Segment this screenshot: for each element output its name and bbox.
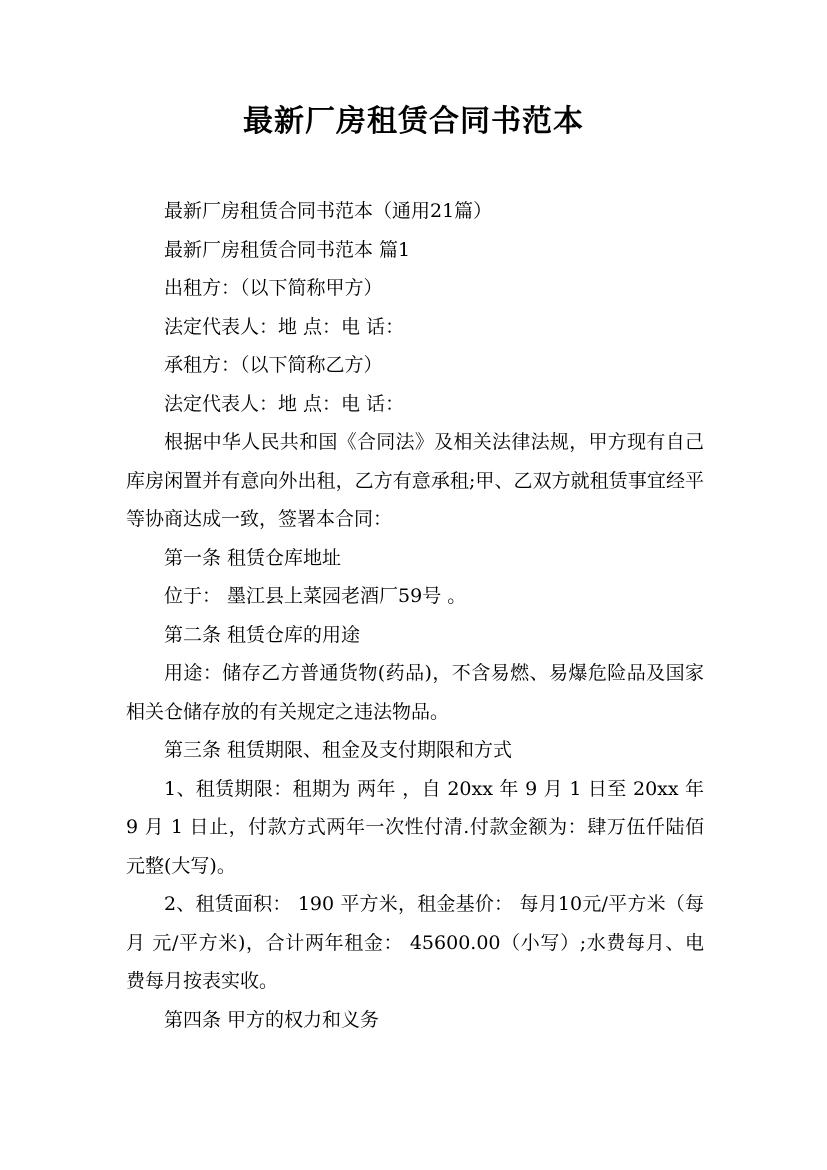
- paragraph-preamble: 根据中华人民共和国《合同法》及相关法律法规，甲方现有自己库房闲置并有意向外出租，乙方有意承租;甲、乙双方就租赁事宜经平等协商达成一致，签署本合同：: [126, 431, 704, 530]
- paragraph-heading-article-1: 最新厂房租赁合同书范本 篇1: [164, 238, 411, 261]
- document-title: 最新厂房租赁合同书范本: [243, 104, 584, 139]
- paragraph-heading-collection: 最新厂房租赁合同书范本（通用21篇）: [164, 200, 493, 222]
- document-body: [126, 192, 704, 1039]
- paragraph-clause-3-area: 2、租赁面积： 190 平方米，租金基价： 每月10元/平方米（每月 元/平方米)，合计两年租金： 45600.00（小写）;水费每月、电费每月按表实收。: [126, 893, 704, 992]
- paragraph-clause-1-heading: 第一条 租赁仓库地址: [164, 546, 342, 569]
- paragraph-clause-2-usage: 用途：储存乙方普通货物(药品)，不含易燃、易爆危险品及国家相关仓储存放的有关规定之违法物品。: [126, 662, 704, 723]
- paragraph-clause-3-term: 1、租赁期限：租期为 两年 ，自 20xx 年 9 月 1 日至 20xx 年 9 月 1 日止，付款方式两年一次性付清.付款金额为：肆万伍仟陆佰元整(大写)。: [126, 777, 704, 877]
- paragraph-lessee: 承租方：（以下简称乙方）: [164, 354, 383, 376]
- paragraph-clause-3-heading: 第三条 租赁期限、租金及支付期限和方式: [164, 739, 513, 761]
- paragraph-clause-4-heading: 第四条 甲方的权力和义务: [164, 1008, 380, 1031]
- paragraph-clause-2-heading: 第二条 租赁仓库的用途: [164, 623, 361, 646]
- paragraph-lessor-representative: 法定代表人：地 点：电 话：: [164, 315, 405, 338]
- paragraph-lessee-representative: 法定代表人：地 点：电 话：: [164, 392, 405, 415]
- paragraph-lessor: 出租方：（以下简称甲方）: [164, 277, 383, 299]
- paragraph-clause-1-location: 位于： 墨江县上菜园老酒厂59号 。: [164, 585, 467, 607]
